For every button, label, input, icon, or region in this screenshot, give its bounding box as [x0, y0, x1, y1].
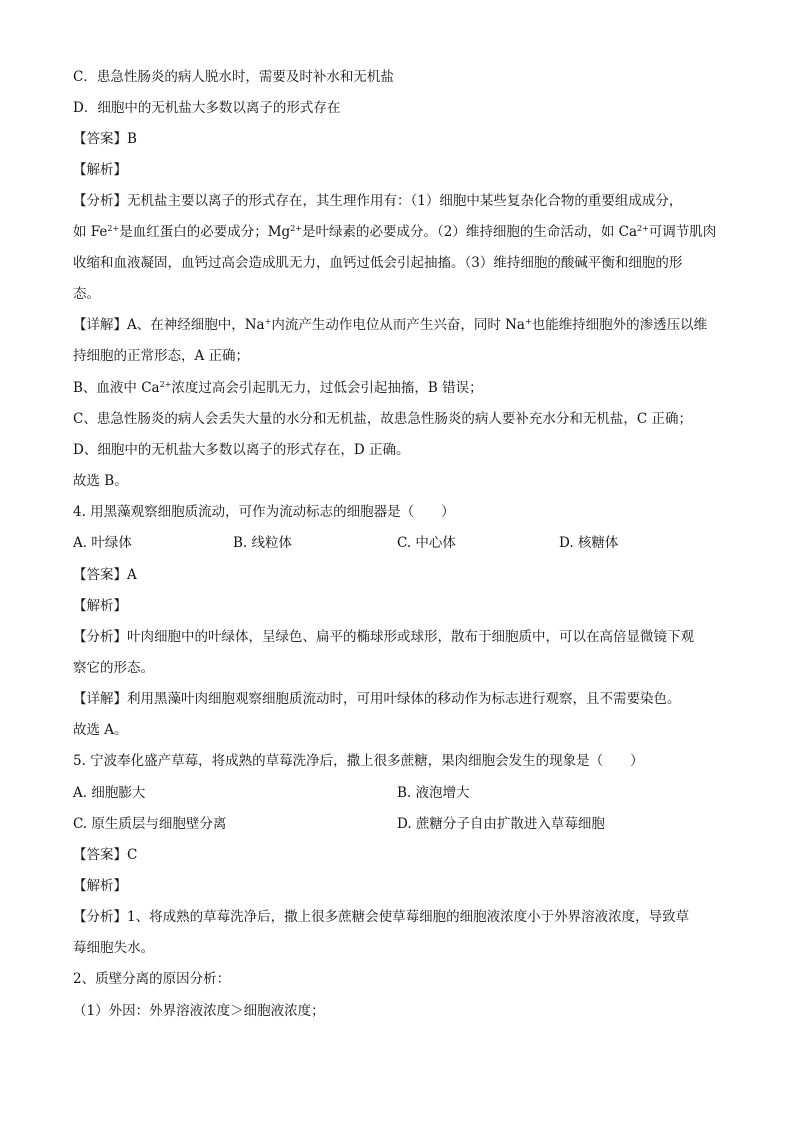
- q5-option-c: C. 原生质层与细胞壁分离: [73, 816, 227, 832]
- q4-option-c: C. 中心体: [397, 535, 456, 551]
- q3-option-d: D．细胞中的无机盐大多数以离子的形式存在: [73, 100, 341, 116]
- q4-option-a: A. 叶绿体: [73, 535, 132, 551]
- q3-analysis-heading: 【解析】: [73, 162, 127, 178]
- q4-option-b: B. 线粒体: [233, 535, 293, 551]
- q4-answer: 【答案】A: [73, 567, 137, 583]
- q4-analysis-line-2: 察它的形态。: [73, 660, 154, 676]
- q3-analysis-line-2: 如 $Fe^{2+}$是血红蛋白的必要成分；$Mg^{2+}$是叶绿素的必要成分。（2）维持细胞的生命活动，如 $Ca^{2+}$可调节肌肉: [73, 224, 717, 240]
- q3-option-c: C．患急性肠炎的病人脱水时，需要及时补水和无机盐: [73, 69, 394, 85]
- q5-option-b: B. 液泡增大: [397, 785, 470, 801]
- q4-detail-line-1: 【详解】利用黑藻叶肉细胞观察细胞质流动时，可用叶绿体的移动作为标志进行观察，且不需要染色。: [73, 691, 681, 707]
- q3-detail-line-1: 【详解】A、在神经细胞中，Na+内流产生动作电位从而产生兴奋，同时 Na+也能维持细胞外的渗透压以维: [73, 317, 708, 333]
- q5-option-d: D. 蔗糖分子自由扩散进入草莓细胞: [397, 816, 605, 832]
- q3-analysis-line-3: 收缩和血液凝固，血钙过高会造成肌无力，血钙过低会引起抽搐。（3）维持细胞的酸碱平衡和细胞的形: [73, 255, 683, 271]
- q4-option-d: D. 核糖体: [559, 535, 619, 551]
- q5-analysis-line-4: （1）外因：外界溶液浓度＞细胞液浓度；: [73, 1003, 325, 1019]
- q5-analysis-heading: 【解析】: [73, 878, 127, 894]
- q3-conclusion: 故选 B。: [73, 473, 128, 489]
- q3-detail-line-3: B、血液中 $Ca^{2+}$浓度过高会引起肌无力，过低会引起抽搐，B 错误；: [73, 380, 483, 396]
- q5-stem: 5. 宁波奉化盛产草莓，将成熟的草莓洗净后，撒上很多蔗糖，果肉细胞会发生的现象是（ ）: [73, 753, 644, 769]
- q3-analysis-line-4: 态。: [73, 286, 100, 302]
- q4-analysis-heading: 【解析】: [73, 598, 127, 614]
- q3-analysis-line-1: 【分析】无机盐主要以离子的形式存在，其生理作用有：（1）细胞中某些复杂化合物的重要组成成分，: [73, 193, 683, 209]
- q3-detail-line-4: C、患急性肠炎的病人会丢失大量的水分和无机盐，故患急性肠炎的病人要补充水分和无机盐，C 正确；: [73, 411, 692, 427]
- q5-answer: 【答案】C: [73, 847, 138, 863]
- q3-answer: 【答案】B: [73, 131, 137, 147]
- q5-analysis-line-2: 莓细胞失水。: [73, 940, 154, 956]
- q4-stem: 4. 用黑藻观察细胞质流动，可作为流动标志的细胞器是（ ）: [73, 504, 455, 520]
- q3-detail-line-5: D、细胞中的无机盐大多数以离子的形式存在，D 正确。: [73, 442, 410, 458]
- q5-analysis-line-1: 【分析】1、将成熟的草莓洗净后，撒上很多蔗糖会使草莓细胞的细胞液浓度小于外界溶液浓度，导致草: [73, 909, 690, 925]
- q4-conclusion: 故选 A。: [73, 722, 128, 738]
- q4-analysis-line-1: 【分析】叶肉细胞中的叶绿体，呈绿色、扁平的椭球形或球形，散布于细胞质中，可以在高倍显微镜下观: [73, 629, 694, 645]
- q5-analysis-line-3: 2、质壁分离的原因分析：: [73, 971, 231, 987]
- q3-detail-line-2: 持细胞的正常形态，A 正确；: [73, 348, 250, 364]
- q5-option-a: A. 细胞膨大: [73, 785, 146, 801]
